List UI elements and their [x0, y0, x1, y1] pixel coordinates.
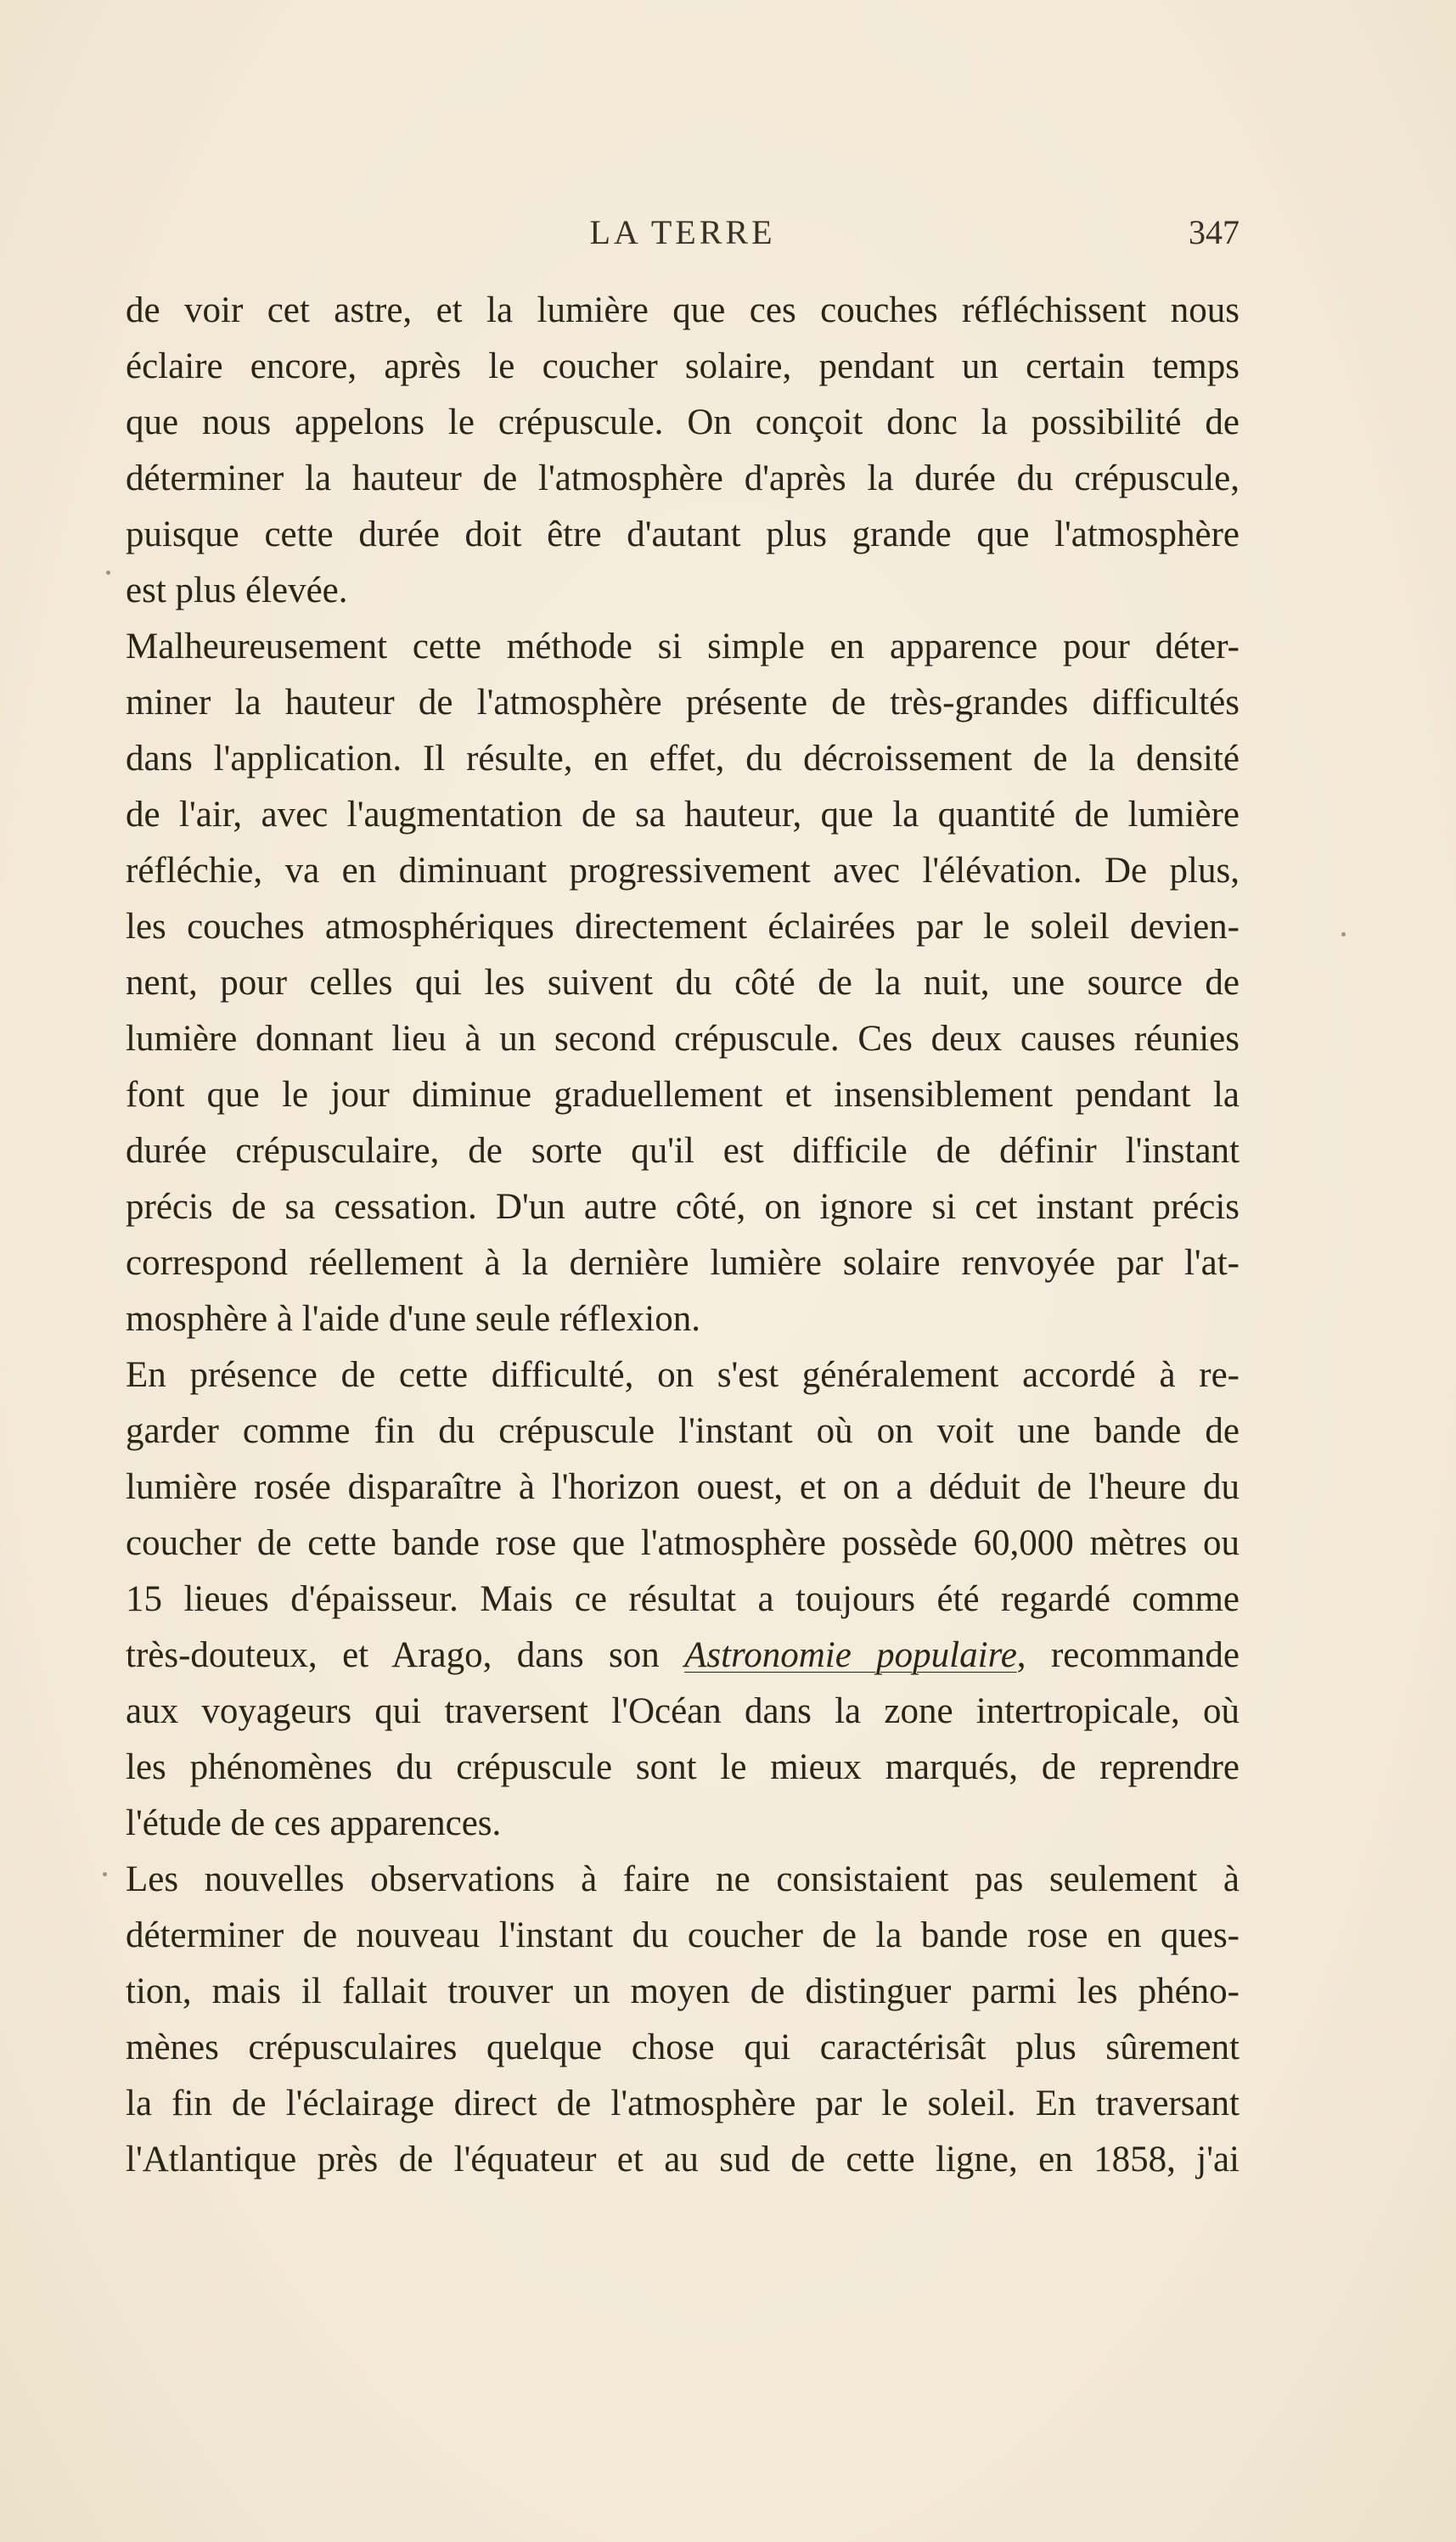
running-title: LA TERRE: [589, 213, 776, 251]
text-line: les phénomènes du crépuscule sont le mieux marqués, de reprendre: [126, 1747, 1240, 1787]
paper-speck: [103, 1872, 107, 1876]
text-line: de l'air, avec l'augmentation de sa hauteur, que la quantité de lumière: [126, 795, 1240, 835]
text-line: correspond réellement à la dernière lumière solaire renvoyée par l'at-: [126, 1243, 1240, 1283]
text-line: éclaire encore, après le coucher solaire, pendant un certain temps: [126, 346, 1240, 386]
text-line: la fin de l'éclairage direct de l'atmosphère par le soleil. En traversant: [126, 2084, 1240, 2123]
book-title-italic: Astronomie populaire: [684, 1635, 1017, 1675]
text-line: réfléchie, va en diminuant progressivement avec l'élévation. De plus,: [126, 851, 1240, 891]
text-line: de voir cet astre, et la lumière que ces couches réfléchissent nous: [126, 290, 1240, 330]
text-line: dans l'application. Il résulte, en effet, du décroissement de la densité: [126, 739, 1240, 779]
running-head: [126, 212, 1240, 255]
text-line: font que le jour diminue graduellement et insensiblement pendant la: [126, 1075, 1240, 1115]
text-line: les couches atmosphériques directement éclairées par le soleil devien-: [126, 907, 1240, 947]
text-line: mènes crépusculaires quelque chose qui caractérisât plus sûrement: [126, 2027, 1240, 2067]
paper-speck: [1341, 932, 1346, 936]
text-line: déterminer de nouveau l'instant du coucher de la bande rose en ques-: [126, 1915, 1240, 1955]
text-line: mosphère à l'aide d'une seule réflexion.: [126, 1299, 700, 1339]
body-text: [126, 283, 1240, 2188]
text-line: que nous appelons le crépuscule. On conçoit donc la possibilité de: [126, 402, 1240, 442]
text-line: lumière donnant lieu à un second crépuscule. Ces deux causes réunies: [126, 1019, 1240, 1059]
text-segment: , recommande: [1016, 1635, 1240, 1675]
text-line: Malheureusement cette méthode si simple en apparence pour déter-: [126, 627, 1240, 666]
text-line: l'étude de ces apparences.: [126, 1803, 502, 1843]
page-number: 347: [1189, 213, 1240, 251]
paper-speck: [106, 571, 110, 575]
text-line: En présence de cette difficulté, on s'est généralement accordé à re-: [126, 1355, 1240, 1395]
text-line-with-italic: [126, 1628, 1240, 1684]
text-line: tion, mais il fallait trouver un moyen de distinguer parmi les phéno-: [126, 1971, 1240, 2011]
text-line: 15 lieues d'épaisseur. Mais ce résultat a toujours été regardé comme: [126, 1579, 1240, 1619]
text-line: est plus élevée.: [126, 571, 348, 610]
text-segment: très-douteux, et Arago, dans son: [126, 1635, 660, 1675]
text-line: Les nouvelles observations à faire ne consistaient pas seulement à: [126, 1859, 1240, 1899]
text-line: aux voyageurs qui traversent l'Océan dans la zone intertropicale, où: [126, 1691, 1240, 1731]
text-line: précis de sa cessation. D'un autre côté, on ignore si cet instant précis: [126, 1187, 1240, 1227]
text-line: miner la hauteur de l'atmosphère présente de très-grandes difficultés: [126, 683, 1240, 723]
text-line: garder comme fin du crépuscule l'instant où on voit une bande de: [126, 1411, 1240, 1451]
text-line: déterminer la hauteur de l'atmosphère d'après la durée du crépuscule,: [126, 458, 1240, 498]
text-line: coucher de cette bande rose que l'atmosphère possède 60,000 mètres ou: [126, 1523, 1240, 1563]
text-line: durée crépusculaire, de sorte qu'il est difficile de définir l'instant: [126, 1131, 1240, 1171]
text-line: l'Atlantique près de l'équateur et au sud de cette ligne, en 1858, j'ai: [126, 2140, 1240, 2179]
text-line: lumière rosée disparaître à l'horizon ouest, et on a déduit de l'heure du: [126, 1467, 1240, 1507]
text-line: nent, pour celles qui les suivent du côté de la nuit, une source de: [126, 963, 1240, 1003]
text-line: puisque cette durée doit être d'autant plus grande que l'atmosphère: [126, 515, 1240, 554]
